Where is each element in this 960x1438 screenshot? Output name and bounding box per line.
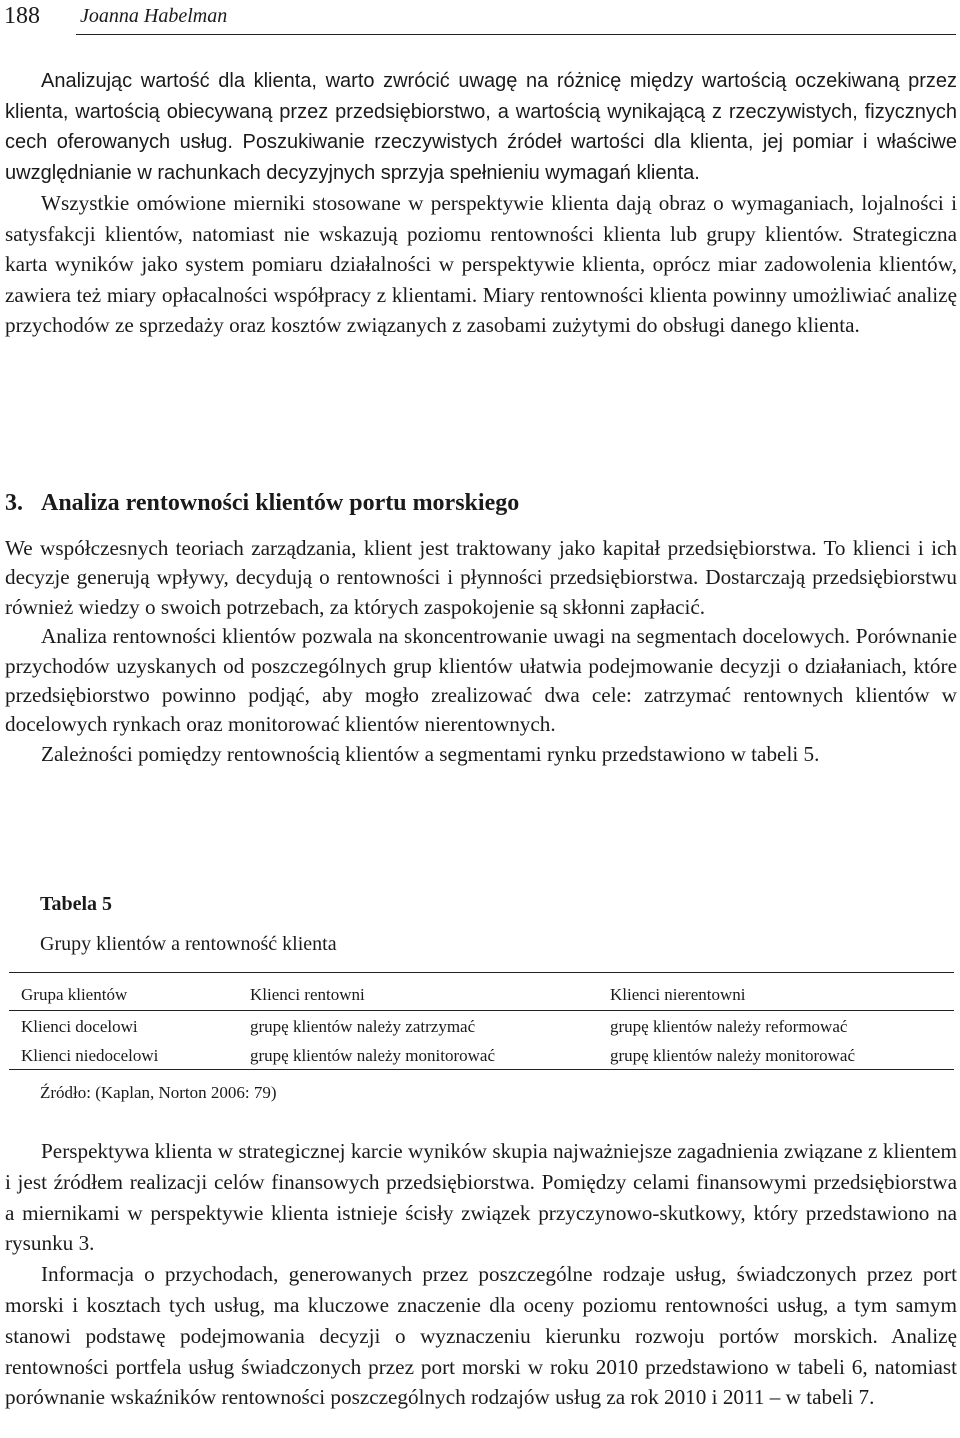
paragraph-client-as-capital: We współczesnych teoriach zarządzania, klient jest traktowany jako kapitał przedsiębiorstwa. To klienci i ich decyzje generują wpływy, decydują o rentowności i płynności przedsiębiorstwa. Dostarczają przedsiębiorstwu również wiedzy o swoich potrzebach, za których zaspokojenie są skłonni zapłacić.	[5, 536, 957, 619]
table-cell: grupę klientów należy monitorować	[238, 1040, 598, 1070]
page-number: 188	[4, 3, 40, 29]
paragraph-value-for-client: Analizując wartość dla klienta, warto zwrócić uwagę na różnicę między wartością oczekiwaną przez klienta, wartością obiecywaną przez przedsiębiorstwo, a wartością wynikającą z rzeczywistych, fizycznych cech oferowanych usług. Poszukiwanie rzeczywistych źródeł wartości dla klienta, jej pomiar i właściwe uwzględnianie w rachunkach decyzyjnych sprzyja spełnieniu wymagań klienta.	[5, 70, 957, 184]
table-cell: Klienci niedocelowi	[9, 1040, 238, 1070]
section-title: Analiza rentowności klientów portu morskiego	[41, 490, 520, 516]
table-cell: Klienci docelowi	[21, 1017, 138, 1036]
table-source-note: Źródło: (Kaplan, Norton 2006: 79)	[40, 1083, 277, 1102]
table-label: Tabela 5	[40, 893, 113, 915]
paragraph-customer-measures: Wszystkie omówione mierniki stosowane w perspektywie klienta dają obraz o wymaganiach, lojalności i satysfakcji klientów, natomiast nie wskazują poziomu rentowności klienta lub grupy klientów. Strategiczna karta wyników jako system pomiaru działalności w perspektywie klienta, oprócz miar zadowolenia klientów, zawiera też miary opłacalności współpracy z klientami. Miary rentowności klienta powinny umożliwiać analizę przychodów ze sprzedaży oraz kosztów związanych z zasobami zużytymi do obsługi danego klienta.	[5, 191, 957, 337]
text-block-closing	[5, 1136, 957, 1413]
table-row	[9, 1011, 954, 1041]
text-block-section	[5, 534, 957, 769]
client-profitability-table	[9, 972, 954, 1070]
table-cell: grupę klientów należy zatrzymać	[250, 1017, 476, 1036]
table-header-cell: Grupa klientów	[9, 973, 238, 1011]
header-rule	[76, 34, 956, 35]
running-head-author: Joanna Habelman	[80, 5, 228, 27]
paragraph-profitability-analysis: Analiza rentowności klientów pozwala na skoncentrowanie uwagi na segmentach docelowych. Porównanie przychodów uzyskanych od poszczególnych grup klientów ułatwia podejmowanie decyzji o działaniach, które przedsiębiorstwo powinno podjąć, aby mogło zrealizować dwa cele: zatrzymać rentownych klientów w docelowych rynkach oraz monitorować klientów nierentownych.	[5, 624, 957, 737]
paragraph-table-reference: Zależności pomiędzy rentownością klientów a segmentami rynku przedstawiono w tabeli 5.	[41, 741, 820, 766]
table-header-cell: Klienci nierentowni	[598, 973, 954, 1011]
text-block-intro	[5, 66, 957, 341]
paragraph-customer-perspective: Perspektywa klienta w strategicznej karcie wyników skupia najważniejsze zagadnienia związane z klientem i jest źródłem realizacji celów finansowych przedsiębiorstwa. Pomiędzy celami finansowymi przedsiębiorstwa a miernikami w perspektywie klienta istnieje ścisły związek przyczynowo-skutkowy, który przedstawiono na rysunku 3.	[5, 1139, 957, 1256]
table-caption: Grupy klientów a rentowność klienta	[40, 933, 337, 955]
table-row	[9, 1040, 954, 1070]
table-cell: grupę klientów należy monitorować	[598, 1040, 954, 1070]
section-number: 3.	[5, 490, 23, 516]
table-cell: grupę klientów należy reformować	[610, 1017, 848, 1036]
running-head	[4, 0, 956, 38]
table-header-row	[9, 973, 954, 1011]
section-heading	[5, 486, 519, 520]
table-header-cell: Klienci rentowni	[238, 973, 598, 1011]
paragraph-revenue-information: Informacja o przychodach, generowanych przez poszczególne rodzaje usług, świadczonych przez port morski i kosztach tych usług, ma kluczowe znaczenie dla oceny poziomu rentowności usług, a tym samym stanowi podstawę podejmowania decyzji o wyznaczeniu kierunku rozwoju portów morskich. Analizę rentowności portfela usług świadczonych przez port morski w roku 2010 przedstawiono w tabeli 6, natomiast porównanie wskaźników rentowności poszczególnych rodzajów usług za rok 2010 i 2011 – w tabeli 7.	[5, 1262, 957, 1410]
